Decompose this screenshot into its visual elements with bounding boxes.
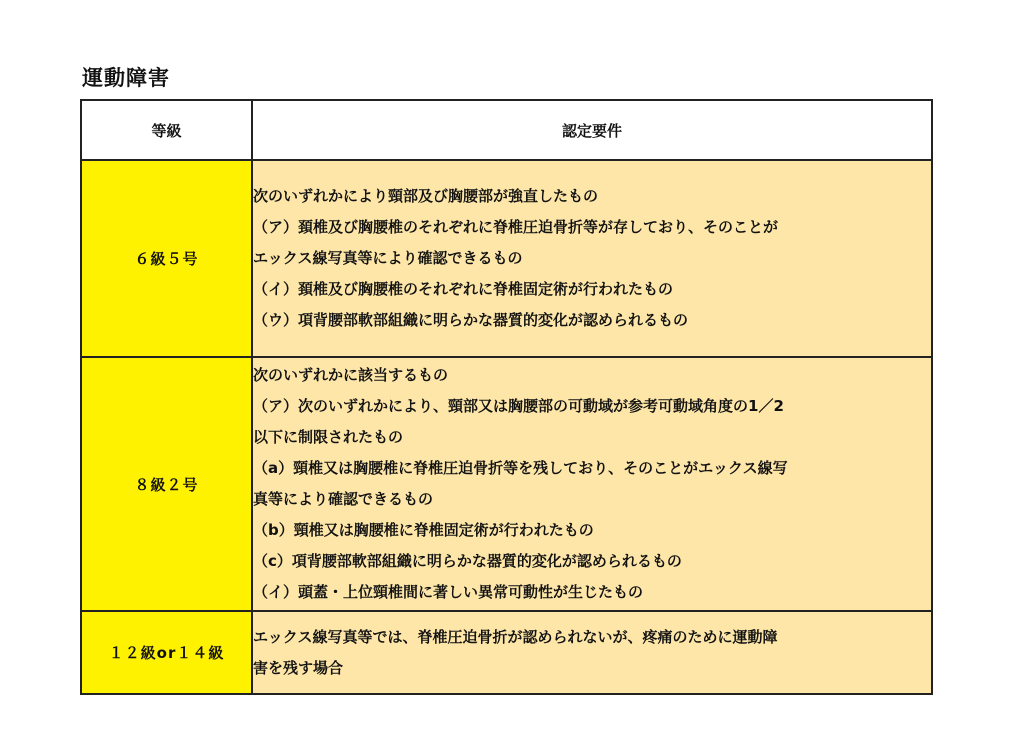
- requirement-line: （b）頸椎又は胸腰椎に脊椎固定術が行われたもの: [253, 521, 594, 539]
- requirement-line: 真等により確認できるもの: [253, 490, 434, 508]
- requirement-line: 次のいずれかにより頸部及び胸腰部が強直したもの: [253, 187, 599, 205]
- grade-cell: １２級or１４級: [81, 611, 252, 694]
- requirement-line: （a）頸椎又は胸腰椎に脊椎圧迫骨折等を残しており、そのことがエックス線写: [253, 459, 788, 477]
- header-grade: 等級: [81, 100, 252, 160]
- table-header-row: [81, 100, 932, 160]
- requirement-line: 以下に制限されたもの: [253, 428, 404, 446]
- requirement-line: （イ）頚椎及び胸腰椎のそれぞれに脊椎固定術が行われたもの: [253, 280, 674, 298]
- requirement-line: （ア）次のいずれかにより、頸部又は胸腰部の可動域が参考可動域角度の1／2: [253, 397, 784, 415]
- table-row: [81, 611, 932, 694]
- requirement-cell: [252, 357, 932, 611]
- requirement-line: （c）項背腰部軟部組織に明らかな器質的変化が認められるもの: [253, 552, 682, 570]
- requirement-line: 害を残す場合: [253, 658, 344, 677]
- requirement-line: （ウ）項背腰部軟部組織に明らかな器質的変化が認められるもの: [253, 311, 689, 329]
- grade-cell: ８級２号: [81, 357, 252, 611]
- header-requirement: 認定要件: [252, 100, 932, 160]
- page-title: 運動障害: [82, 66, 170, 90]
- table-row: [81, 357, 932, 611]
- grade-cell: ６級５号: [81, 160, 252, 357]
- requirement-line: （ア）頚椎及び胸腰椎のそれぞれに脊椎圧迫骨折等が存しており、そのことが: [253, 218, 779, 236]
- requirement-line: （イ）頭蓋・上位頸椎間に著しい異常可動性が生じたもの: [253, 583, 644, 601]
- disability-grade-table: [80, 99, 933, 695]
- requirement-cell: [252, 611, 932, 694]
- requirement-cell: [252, 160, 932, 357]
- requirement-line: エックス線写真等により確認できるもの: [253, 249, 523, 267]
- requirement-line: エックス線写真等では、脊椎圧迫骨折が認められないが、疼痛のために運動障: [253, 627, 778, 646]
- requirement-line: 次のいずれかに該当するもの: [253, 366, 449, 384]
- table-row: [81, 160, 932, 357]
